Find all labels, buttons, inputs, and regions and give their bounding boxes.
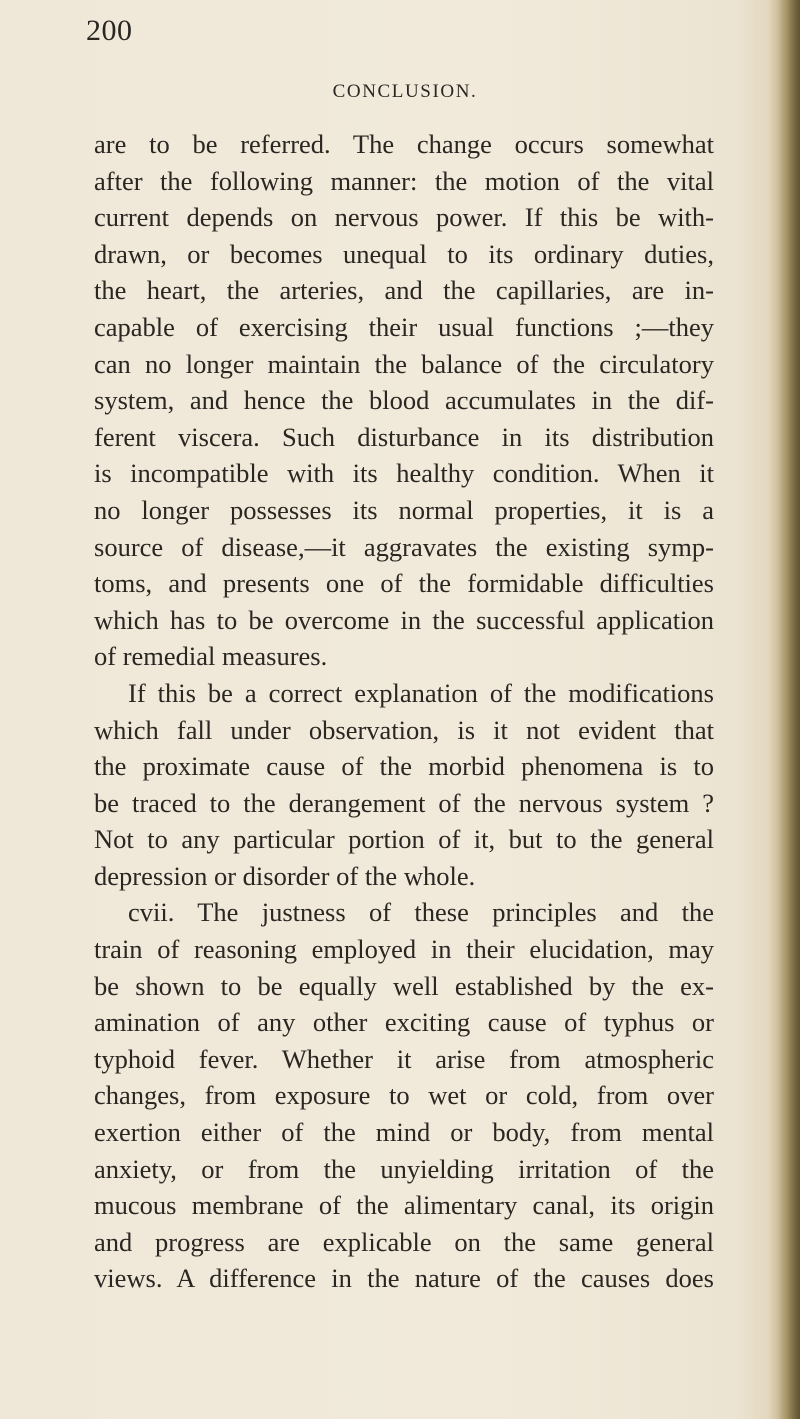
text-line: the proximate cause of the morbid phenomena is to	[94, 751, 714, 782]
text-line: current depends on nervous power. If this be with-	[94, 202, 714, 233]
text-line: anxiety, or from the unyielding irritation of the	[94, 1153, 714, 1184]
text-line: the heart, the arteries, and the capillaries, are in-	[94, 275, 714, 306]
text-line: cvii. The justness of these principles and the	[128, 897, 714, 928]
text-line: after the following manner: the motion of the vital	[94, 165, 714, 196]
text-line: system, and hence the blood accumulates in the dif-	[94, 385, 714, 416]
text-line: depression or disorder of the whole.	[94, 860, 476, 891]
text-line: which fall under observation, is it not evident that	[94, 714, 714, 745]
running-head: CONCLUSION.	[332, 81, 478, 102]
page-edge-shadow	[778, 0, 800, 1419]
text-line: If this be a correct explanation of the modifications	[128, 677, 714, 708]
text-line: of remedial measures.	[94, 641, 328, 672]
text-line: typhoid fever. Whether it arise from atmospheric	[94, 1043, 714, 1074]
text-line: are to be referred. The change occurs somewhat	[94, 129, 714, 159]
text-line: amination of any other exciting cause of typhus or	[94, 1007, 714, 1038]
text-line: is incompatible with its healthy condition. When it	[94, 458, 714, 489]
text-line: mucous membrane of the alimentary canal, its origin	[94, 1190, 714, 1221]
text-line: Not to any particular portion of it, but to the general	[94, 824, 714, 855]
text-line: drawn, or becomes unequal to its ordinary duties,	[94, 238, 714, 269]
text-line: source of disease,—it aggravates the existing symp-	[94, 531, 714, 562]
text-line: no longer possesses its normal properties, it is a	[94, 494, 714, 525]
text-line: be shown to be equally well established by the ex-	[94, 970, 714, 1001]
body-text	[94, 126, 714, 1297]
text-line: changes, from exposure to wet or cold, from over	[94, 1080, 714, 1111]
text-line: capable of exercising their usual functions ;—they	[94, 311, 714, 342]
text-line: and progress are explicable on the same general	[94, 1226, 714, 1257]
text-line: train of reasoning employed in their elucidation, may	[94, 934, 714, 965]
text-line: which has to be overcome in the successful application	[94, 604, 714, 635]
text-line: be traced to the derangement of the nervous system ?	[94, 787, 714, 818]
text-line: exertion either of the mind or body, from mental	[94, 1117, 714, 1148]
text-line: can no longer maintain the balance of the circulatory	[94, 348, 714, 379]
text-line: toms, and presents one of the formidable difficulties	[94, 568, 714, 599]
page-number: 200	[86, 14, 133, 47]
text-line: views. A difference in the nature of the causes does	[94, 1263, 714, 1294]
text-line: ferent viscera. Such disturbance in its distribution	[94, 421, 714, 452]
